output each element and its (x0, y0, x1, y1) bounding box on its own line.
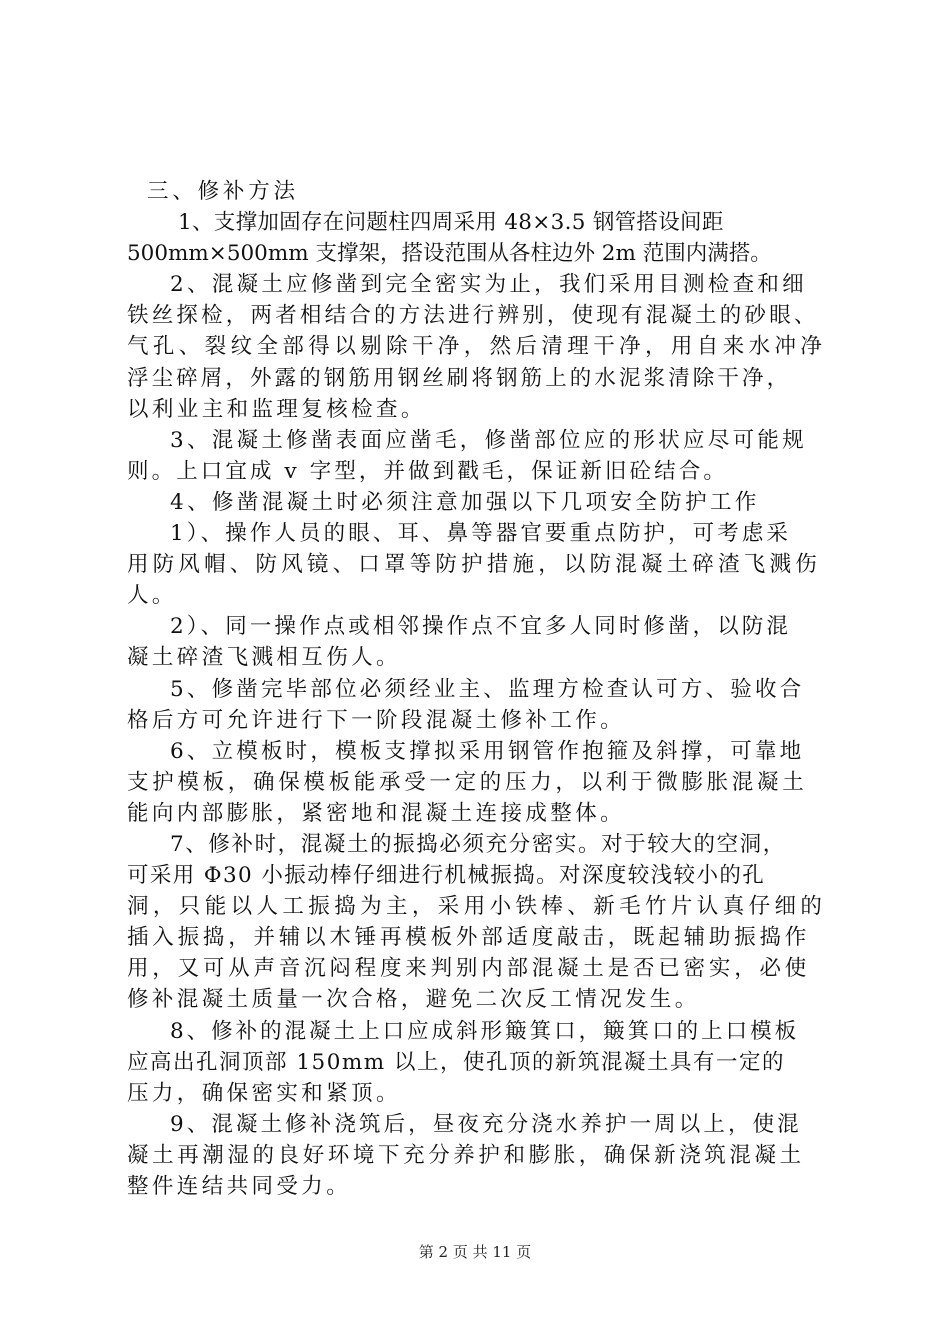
document-line: 则。上口宜成 v 字型，并做到戳毛，保证新旧砼结合。 (127, 458, 728, 484)
document-line: 铁丝探检，两者相结合的方法进行辨别，使现有混凝土的砂眼、 (127, 303, 819, 329)
document-line: 能向内部膨胀，紧密地和混凝土连接成整体。 (127, 800, 626, 826)
document-line: 人。 (127, 583, 177, 609)
document-line: 格后方可允许进行下一阶段混凝土修补工作。 (127, 707, 626, 733)
document-line: 支护模板，确保模板能承受一定的压力，以利于微膨胀混凝土 (127, 769, 808, 795)
document-line: 凝土再潮湿的良好环境下充分养护和膨胀，确保新浇筑混凝土 (127, 1142, 805, 1168)
document-line: 应高出孔洞顶部 150mm 以上，使孔顶的新筑混凝土具有一定的 (127, 1049, 785, 1075)
document-line: 插入振捣，并辅以木锤再模板外部适度敲击，既起辅助振捣作 (127, 925, 811, 951)
document-line: 用，又可从声音沉闷程度来判别内部混凝土是否已密实，必使 (127, 956, 811, 982)
document-line: 凝土碎渣飞溅相互伤人。 (127, 645, 401, 671)
document-line: 9、混凝土修补浇筑后，昼夜充分浇水养护一周以上，使混 (170, 1111, 802, 1137)
document-line: 整件连结共同受力。 (127, 1174, 352, 1199)
document-line: 8、修补的混凝土上口应成斜形簸箕口，簸箕口的上口模板 (170, 1018, 800, 1044)
document-line: 用防风帽、防风镜、口罩等防护措施，以防混凝土碎渣飞溅伤 (127, 552, 821, 578)
document-line: 2、混凝土应修凿到完全密实为止，我们采用目测检查和细 (170, 272, 807, 298)
page-footer: 第 2 页 共 11 页 (418, 1243, 532, 1261)
document-line: 洞，只能以人工振捣为主，采用小铁棒、新毛竹片认真仔细的 (127, 894, 827, 920)
document-line: 2）、同一操作点或相邻操作点不宜多人同时修凿，以防混 (170, 614, 792, 640)
document-line: 气孔、裂纹全部得以剔除干净，然后清理干净，用自来水冲净 (127, 334, 827, 360)
document-line: 7、修补时，混凝土的振捣必须充分密实。对于较大的空洞， (170, 831, 786, 857)
document-line: 5、修凿完毕部位必须经业主、监理方检查认可方、验收合 (170, 676, 805, 702)
document-line: 1）、操作人员的眼、耳、鼻等器官要重点防护，可考虑采 (170, 521, 792, 547)
document-line: 6、立模板时，模板支撑拟采用钢管作抱箍及斜撑，可靠地 (170, 738, 805, 764)
document-line: 3、混凝土修凿表面应凿毛，修凿部位应的形状应尽可能规 (170, 427, 807, 453)
document-line: 浮尘碎屑，外露的钢筋用钢丝刷将钢筋上的水泥浆清除干净， (127, 365, 792, 391)
document-line: 可采用 Φ30 小振动棒仔细进行机械振捣。对深度较浅较小的孔 (127, 863, 766, 889)
document-line: 以利业主和监理复核检查。 (127, 396, 426, 422)
document-line: 1、支撑加固存在问题柱四周采用 48×3.5 钢管搭设间距 (178, 210, 724, 236)
document-line: 4、修凿混凝土时必须注意加强以下几项安全防护工作 (170, 489, 760, 515)
document-line: 压力，确保密实和紧顶。 (127, 1080, 401, 1106)
document-line: 三、修补方法 (147, 179, 299, 204)
document-body (127, 176, 827, 1202)
document-line: 修补混凝土质量一次合格，避免二次反工情况发生。 (127, 987, 700, 1013)
document-line: 500mm×500mm 支撑架，搭设范围从各柱边外 2m 范围内满搭。 (127, 241, 772, 267)
